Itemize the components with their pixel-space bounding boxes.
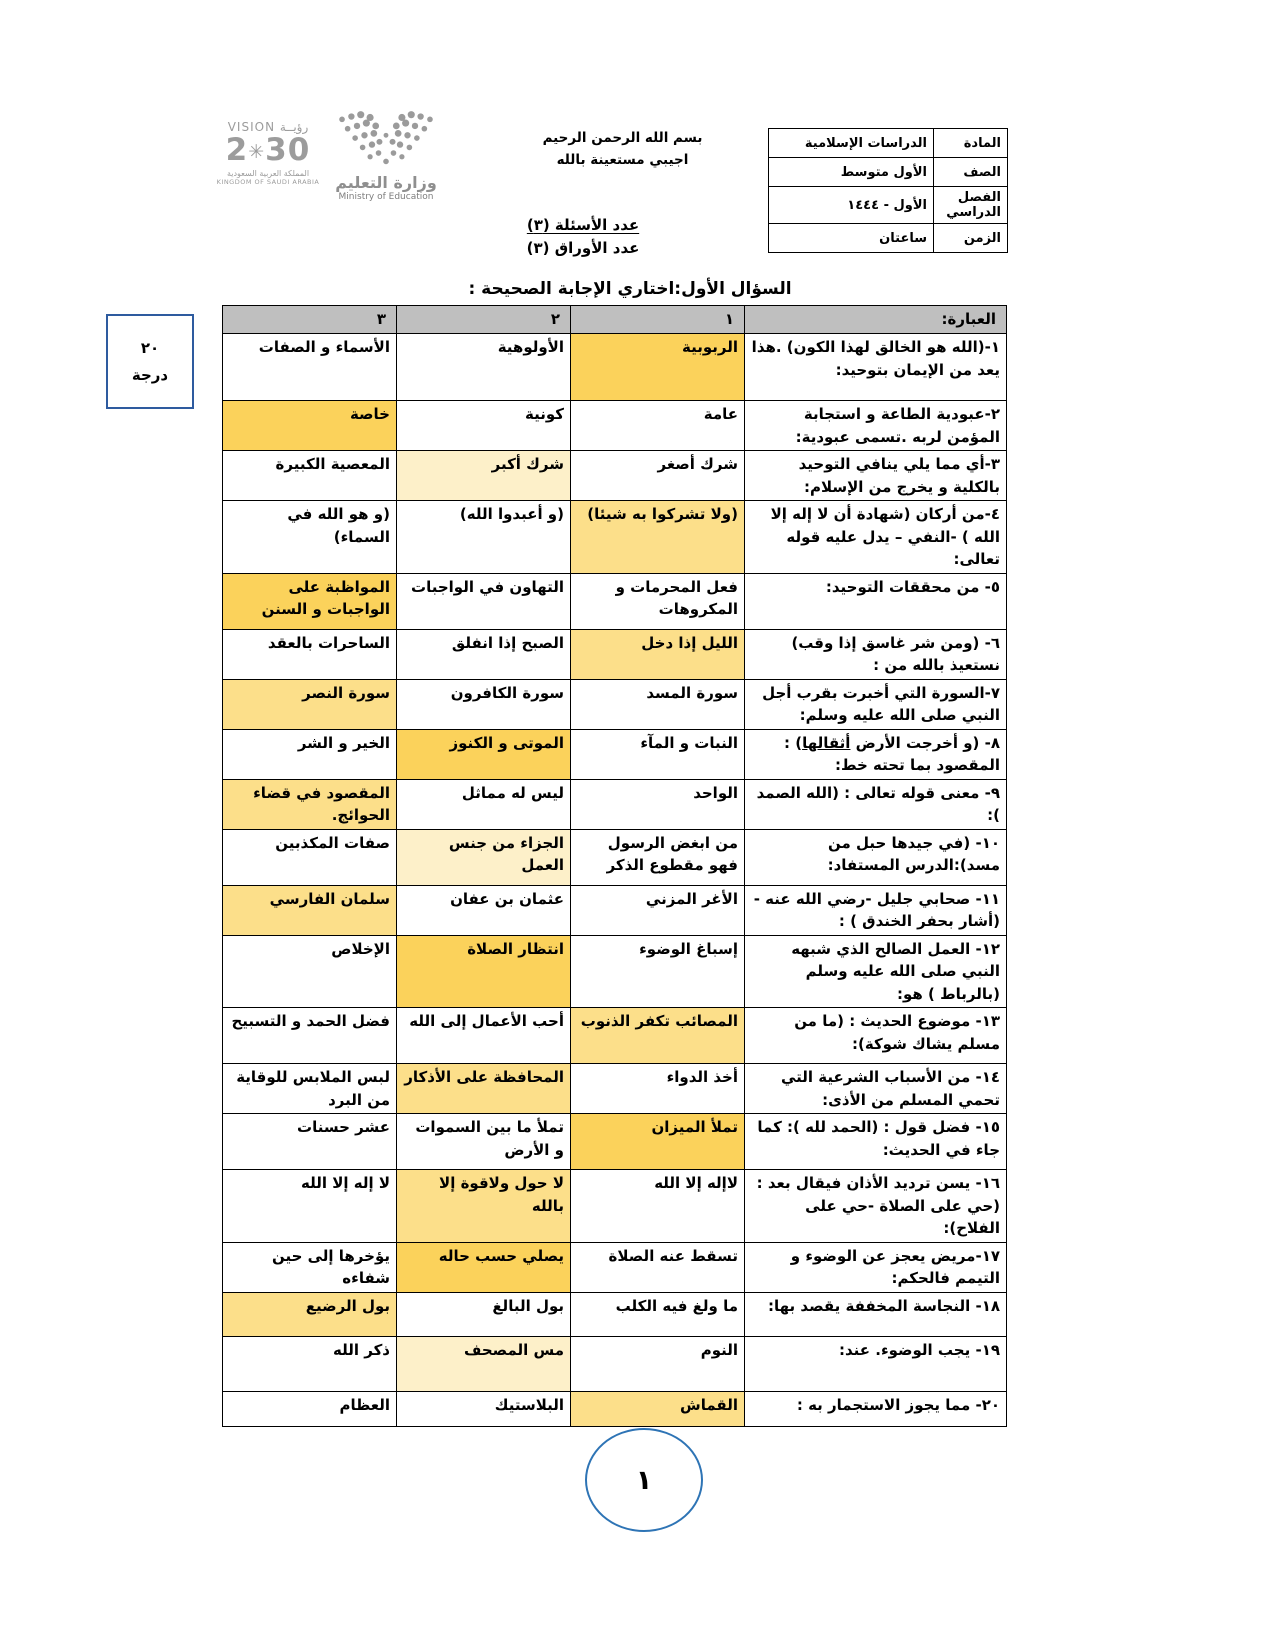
choice-cell-correct: شرك أكبر (397, 451, 571, 501)
question-row (223, 1242, 1007, 1292)
moe-logo (312, 110, 460, 202)
question-row (223, 573, 1007, 629)
choice-cell: الواحد (571, 779, 745, 829)
invocation-line: اجيبي مستعينة بالله (556, 151, 689, 168)
bismillah-line: بسم الله الرحمن الرحيم (542, 130, 703, 146)
moe-logo-dots-icon (331, 110, 441, 168)
choice-cell: الأسماء و الصفات (223, 334, 397, 401)
choice-cell: فعل المحرمات و المكروهات (571, 573, 745, 629)
choice-cell: الصبح إذا انفلق (397, 629, 571, 679)
choice-cell-correct: انتظار الصلاة (397, 935, 571, 1008)
choice-cell: سورة المسد (571, 679, 745, 729)
statement-cell: ١-(الله هو الخالق لهذا الكون) .هذا يعد من الإيمان بتوحيد: (745, 334, 1007, 401)
question-row (223, 1008, 1007, 1064)
question-row (223, 451, 1007, 501)
info-label: الصف (934, 158, 1008, 187)
choice-cell-correct: الربوبية (571, 334, 745, 401)
choice-cell: عامة (571, 401, 745, 451)
choice-cell-correct: الجزاء من جنس العمل (397, 829, 571, 885)
score-value: ٢٠ (140, 338, 160, 357)
info-label: المادة (934, 129, 1008, 158)
choice-cell: بول البالغ (397, 1292, 571, 1336)
choice-cell: تسقط عنه الصلاة (571, 1242, 745, 1292)
statement-cell: ٩- معنى قوله تعالى : (الله الصمد ): (745, 779, 1007, 829)
statement-cell: ١٩- يجب الوضوء. عند: (745, 1336, 1007, 1391)
choice-cell-correct: بول الرضيع (223, 1292, 397, 1336)
choice-cell: سورة الكافرون (397, 679, 571, 729)
statement-cell: ٦- (ومن شر غاسق إذا وقب) نستعيذ بالله من : (745, 629, 1007, 679)
question-row (223, 1064, 1007, 1114)
choice-cell: أحب الأعمال إلى الله (397, 1008, 571, 1064)
page-number-badge (585, 1428, 703, 1532)
info-value: ساعتان (769, 224, 934, 253)
choice-cell-correct: خاصة (223, 401, 397, 451)
statement-cell: ٤-من أركان (شهادة أن لا إله إلا الله ) -النفي – يدل عليه قوله تعالى: (745, 501, 1007, 574)
header-choice-2: ٢ (397, 306, 571, 334)
header-choice-1: ١ (571, 306, 745, 334)
info-row-subject (769, 129, 1008, 158)
choice-cell: من ابغض الرسول فهو مقطوع الذكر (571, 829, 745, 885)
statement-cell: ٢-عبودية الطاعة و استجابة المؤمن لربه .تسمى عبودية: (745, 401, 1007, 451)
choice-cell: النوم (571, 1336, 745, 1391)
question-row (223, 1391, 1007, 1426)
counts-block (513, 214, 653, 261)
score-box (106, 314, 194, 409)
choice-cell: أخذ الدواء (571, 1064, 745, 1114)
choice-cell-correct: القماش (571, 1391, 745, 1426)
vision-country-ar: المملكة العربية السعودية (226, 168, 310, 178)
underlined-word: أثقالها (802, 733, 851, 752)
choice-cell: لبس الملابس للوقاية من البرد (223, 1064, 397, 1114)
choice-cell-correct: (ولا تشركوا به شيئا) (571, 501, 745, 574)
choice-cell-correct: الليل إذا دخل (571, 629, 745, 679)
question-row (223, 935, 1007, 1008)
choice-cell-correct: المقصود في قضاء الحوائج. (223, 779, 397, 829)
statement-cell: ٧-السورة التي أخبرت بقرب أجل النبي صلى الله عليه وسلم: (745, 679, 1007, 729)
statement-cell: ١٠- (في جيدها حبل من مسد):الدرس المستفاد: (745, 829, 1007, 885)
choice-cell: تملأ ما بين السموات و الأرض (397, 1114, 571, 1170)
score-unit: درجة (131, 365, 169, 384)
choice-cell-correct: المحافظة على الأذكار (397, 1064, 571, 1114)
statement-text: ٨- (و أخرجت الأرض (850, 733, 1000, 752)
question-row (223, 729, 1007, 779)
choice-cell: فضل الحمد و التسبيح (223, 1008, 397, 1064)
choice-cell-correct: سلمان الفارسي (223, 885, 397, 935)
choice-cell: ما ولغ فيه الكلب (571, 1292, 745, 1336)
choice-cell-correct: لا حول ولاقوة إلا بالله (397, 1170, 571, 1243)
info-row-time (769, 224, 1008, 253)
question-row (223, 401, 1007, 451)
header-choice-3: ٣ (223, 306, 397, 334)
info-row-semester (769, 187, 1008, 224)
statement-cell (745, 729, 1007, 779)
statement-text: ) : المقصود بما تحته خط: (784, 733, 1000, 774)
choice-cell: الأغر المزني (571, 885, 745, 935)
question-row (223, 829, 1007, 885)
choice-cell-correct: الموتى و الكنوز (397, 729, 571, 779)
choice-cell: يؤخرها إلى حين شفاءه (223, 1242, 397, 1292)
statement-cell: ١٦- يسن ترديد الأذان فيقال بعد : (حي على الصلاة -حي على الفلاح): (745, 1170, 1007, 1243)
statement-cell: ١٢- العمل الصالح الذي شبهه النبي صلى الله عليه وسلم (بالرباط ) هو: (745, 935, 1007, 1008)
statement-cell: ٥- من محققات التوحيد: (745, 573, 1007, 629)
question-row (223, 1170, 1007, 1243)
questions-count: عدد الأسئلة (٣) (526, 216, 640, 234)
choice-cell: البلاستيك (397, 1391, 571, 1426)
info-label: الفصل الدراسي (934, 187, 1008, 224)
choice-cell: النبات و المآء (571, 729, 745, 779)
choice-cell: التهاون في الواجبات (397, 573, 571, 629)
question-row (223, 1336, 1007, 1391)
choice-cell: لاإله إلا الله (571, 1170, 745, 1243)
statement-cell: ١٤- من الأسباب الشرعية التي تحمي المسلم من الأذى: (745, 1064, 1007, 1114)
vision-year-right: 30 (265, 132, 311, 168)
statement-cell: ١٥- فضل قول : (الحمد لله ): كما جاء في الحديث: (745, 1114, 1007, 1170)
moe-name-ar: وزارة التعليم (335, 173, 437, 192)
vision-flower-icon: ✳ (248, 141, 266, 163)
choice-cell: المعصية الكبيرة (223, 451, 397, 501)
info-value: الأول - ١٤٤٤ (769, 187, 934, 224)
page-number: ١ (635, 1464, 653, 1496)
mcq-header-row (223, 306, 1007, 334)
choice-cell-correct: سورة النصر (223, 679, 397, 729)
statement-cell: ٢٠- مما يجوز الاستجمار به : (745, 1391, 1007, 1426)
mcq-table-body (223, 334, 1007, 1427)
exam-info-table (768, 128, 1008, 253)
choice-cell: صفات المكذبين (223, 829, 397, 885)
moe-name-en: Ministry of Education (338, 192, 434, 202)
choice-cell: الأولوهية (397, 334, 571, 401)
choice-cell: الخير و الشر (223, 729, 397, 779)
choice-cell: الإخلاص (223, 935, 397, 1008)
statement-cell: ٣-أي مما يلي ينافي التوحيد بالكلية و يخرج من الإسلام: (745, 451, 1007, 501)
question-row (223, 885, 1007, 935)
question-row (223, 501, 1007, 574)
question-row (223, 779, 1007, 829)
choice-cell: لا إله إلا الله (223, 1170, 397, 1243)
choice-cell-correct: يصلي حسب حاله (397, 1242, 571, 1292)
statement-cell: ١٧-مريض يعجز عن الوضوء و التيمم فالحكم: (745, 1242, 1007, 1292)
papers-count: عدد الأوراق (٣) (526, 239, 640, 258)
question-row (223, 629, 1007, 679)
choice-cell-correct: المواظبة على الواجبات و السنن (223, 573, 397, 629)
choice-cell-correct: المصائب تكفر الذنوب (571, 1008, 745, 1064)
statement-cell: ١١- صحابي جليل -رضي الله عنه - (أشار بحفر الخندق ) : (745, 885, 1007, 935)
choice-cell: الساحرات بالعقد (223, 629, 397, 679)
vision-country-en: KINGDOM OF SAUDI ARABIA (216, 177, 320, 186)
choice-cell: كونية (397, 401, 571, 451)
question-row (223, 334, 1007, 401)
statement-cell: ١٨- النجاسة المخففة يقصد بها: (745, 1292, 1007, 1336)
info-row-grade (769, 158, 1008, 187)
statement-cell: ١٣- موضوع الحديث : (ما من مسلم يشاك شوكة): (745, 1008, 1007, 1064)
choice-cell-correct: مس المصحف (397, 1336, 571, 1391)
bismillah-block (505, 128, 740, 171)
section-title: السؤال الأول:اختاري الإجابة الصحيحة : (468, 279, 792, 299)
choice-cell: (و أعبدوا الله) (397, 501, 571, 574)
question-row (223, 1114, 1007, 1170)
choice-cell-correct: تملأ الميزان (571, 1114, 745, 1170)
choice-cell: (و هو الله في السماء) (223, 501, 397, 574)
choice-cell: عشر حسنات (223, 1114, 397, 1170)
vision-title-ar: رؤيــة (279, 120, 309, 134)
info-value: الدراسات الإسلامية (769, 129, 934, 158)
mcq-table (222, 305, 1007, 1427)
choice-cell: إسباغ الوضوء (571, 935, 745, 1008)
header-statement: العبارة: (745, 306, 1007, 334)
vision-year-left: 2 (225, 132, 249, 168)
info-label: الزمن (934, 224, 1008, 253)
choice-cell: شرك أصغر (571, 451, 745, 501)
question-row (223, 1292, 1007, 1336)
choice-cell: ذكر الله (223, 1336, 397, 1391)
question-row (223, 679, 1007, 729)
choice-cell: عثمان بن عفان (397, 885, 571, 935)
info-value: الأول متوسط (769, 158, 934, 187)
vision-title-en: VISION (227, 120, 276, 134)
choice-cell: ليس له مماثل (397, 779, 571, 829)
choice-cell: العظام (223, 1391, 397, 1426)
